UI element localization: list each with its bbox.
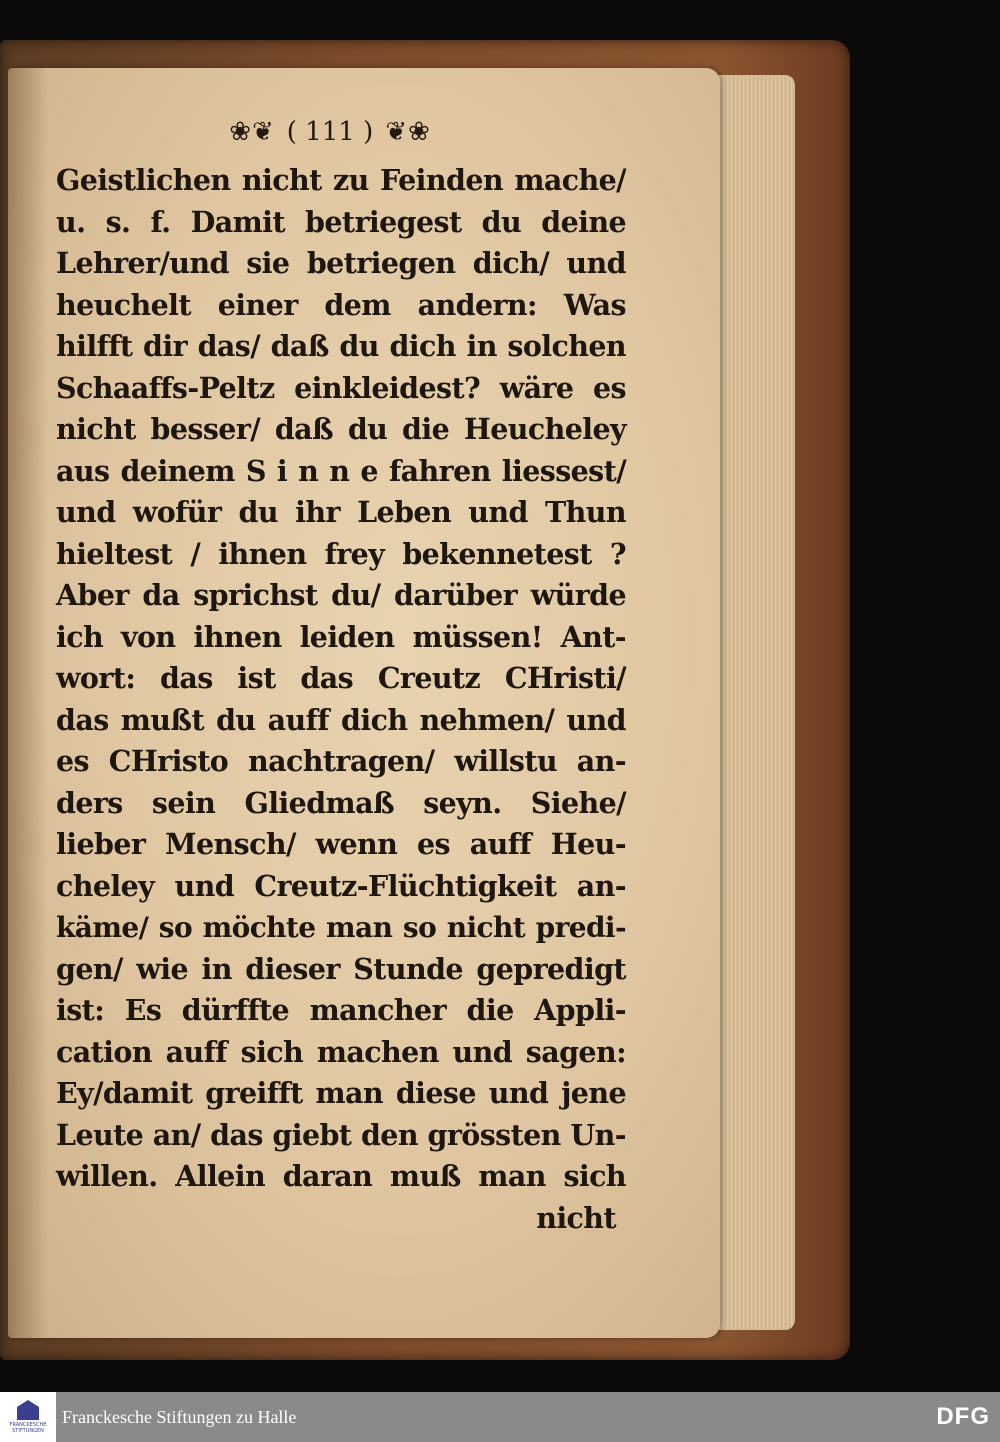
text-line: heuchelt einer dem andern: Was: [56, 287, 626, 322]
logo-label: FRANCKESCHE STIFTUNGEN: [9, 1422, 47, 1434]
ornament-left-icon: ❀❦: [229, 117, 275, 147]
text-line: käme/ so möchte man so nicht predi-: [56, 911, 626, 944]
text-line: gen/ wie in dieser Stunde gepredigt: [56, 951, 626, 986]
text-line: und wofür du ihr Leben und Thun: [56, 495, 626, 529]
institution-name: Franckesche Stiftungen zu Halle: [62, 1407, 297, 1427]
text-line: cheley und Creutz-Flüchtigkeit an-: [56, 868, 626, 903]
footer-bar: [0, 1392, 1000, 1442]
text-line: ist: Es dürffte mancher die Appli-: [56, 993, 626, 1027]
page-number: ( 111 ): [286, 117, 374, 147]
text-line: Geistlichen nicht zu Feinden mache/: [56, 163, 626, 197]
text-line: ich von ihnen leiden müssen! Ant-: [56, 619, 626, 654]
text-line: ders sein Gliedmaß seyn. Siehe/: [56, 785, 626, 820]
text-line: u. s. f. Damit betriegest du deine: [56, 204, 626, 239]
gutter-shadow: [8, 68, 48, 1338]
page-header: [200, 112, 460, 152]
text-line: Aber da sprichst du/ darüber würde: [56, 578, 626, 612]
page-text: [56, 160, 626, 1239]
text-line: Ey/damit greifft man diese und jene: [56, 1076, 626, 1110]
text-line: cation auff sich machen und sagen:: [56, 1034, 626, 1069]
dfg-logo[interactable]: DFG: [936, 1403, 990, 1430]
text-line: es CHristo nachtragen/ willstu an-: [56, 744, 626, 778]
text-line: aus deinem S i n n e fahren liessest/: [56, 453, 626, 488]
text-line: wort: das ist das Creutz CHristi/: [56, 661, 626, 695]
institution-logo[interactable]: [0, 1392, 56, 1442]
building-icon: [17, 1400, 39, 1420]
text-line: Leute an/ das giebt den grössten Un-: [56, 1117, 626, 1152]
text-line: hieltest / ihnen frey bekennetest ?: [56, 536, 626, 571]
text-line: Lehrer/und sie betriegen dich/ und: [56, 246, 626, 280]
text-line: hilfft dir das/ daß du dich in solchen: [56, 329, 626, 363]
text-line: willen. Allein daran muß man sich: [56, 1159, 626, 1193]
text-line: nicht besser/ daß du die Heucheley: [56, 412, 626, 446]
text-line: Schaaffs-Peltz einkleidest? wäre es: [56, 370, 626, 405]
catchword: nicht: [536, 1200, 616, 1235]
text-line: das mußt du auff dich nehmen/ und: [56, 702, 626, 737]
ornament-right-icon: ❦❀: [385, 117, 431, 147]
text-line: lieber Mensch/ wenn es auff Heu-: [56, 827, 626, 861]
